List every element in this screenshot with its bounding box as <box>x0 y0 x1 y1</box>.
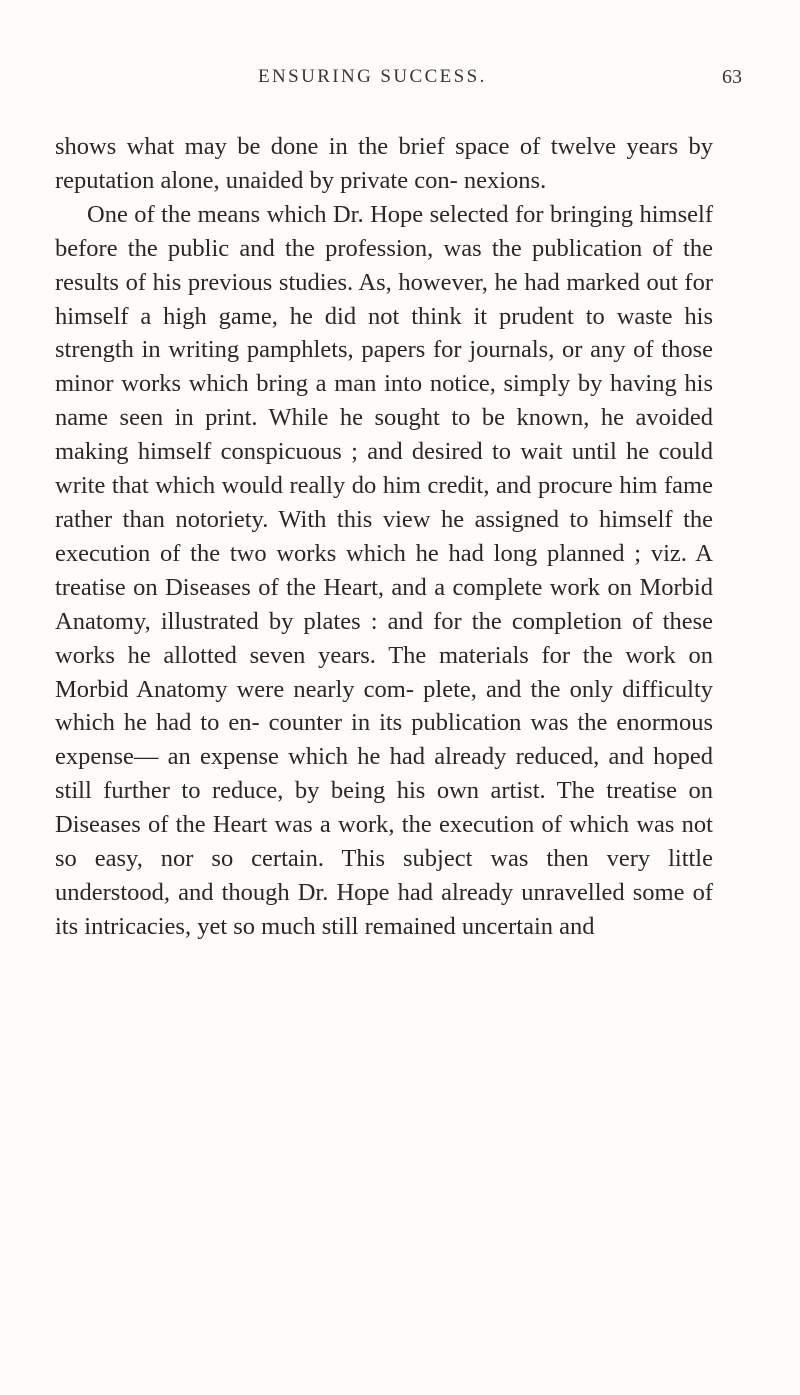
body-text <box>55 130 713 944</box>
running-title: ENSURING SUCCESS. <box>258 66 487 87</box>
page-number: 63 <box>722 66 742 88</box>
paragraph-continuation: shows what may be done in the brief space of twelve years by reputation alone, unaided by private con- nexions. <box>55 133 713 194</box>
paragraph-dr-hope-publications: One of the means which Dr. Hope selected for bringing himself before the public and the profession, was the publication of the results of his previous studies. As, however, he had marked out for himself a high game, he did not think it prudent to waste his strength in writing pamphlets, papers for journals, or any of those minor works which bring a man into notice, simply by having his name seen in print. While he sought to be known, he avoided making himself conspicuous ; and desired to wait until he could write that which would really do him credit, and procure him fame rather than notoriety. With this view he assigned to himself the execution of the two works which he had long planned ; viz. A treatise on Diseases of the Heart, and a complete work on Morbid Anatomy, illustrated by plates : and for the completion of these works he allotted seven years. The materials for the work on Morbid Anatomy were nearly com- plete, and the only difficulty which he had to en- counter in its publication was the enormous expense— an expense which he had already reduced, and hoped still further to reduce, by being his own artist. The treatise on Diseases of the Heart was a work, the execution of which was not so easy, nor so certain. This subject was then very little understood, and though Dr. Hope had already unravelled some of its intricacies, yet so much still remained uncertain and <box>55 200 713 940</box>
running-head <box>138 66 742 96</box>
